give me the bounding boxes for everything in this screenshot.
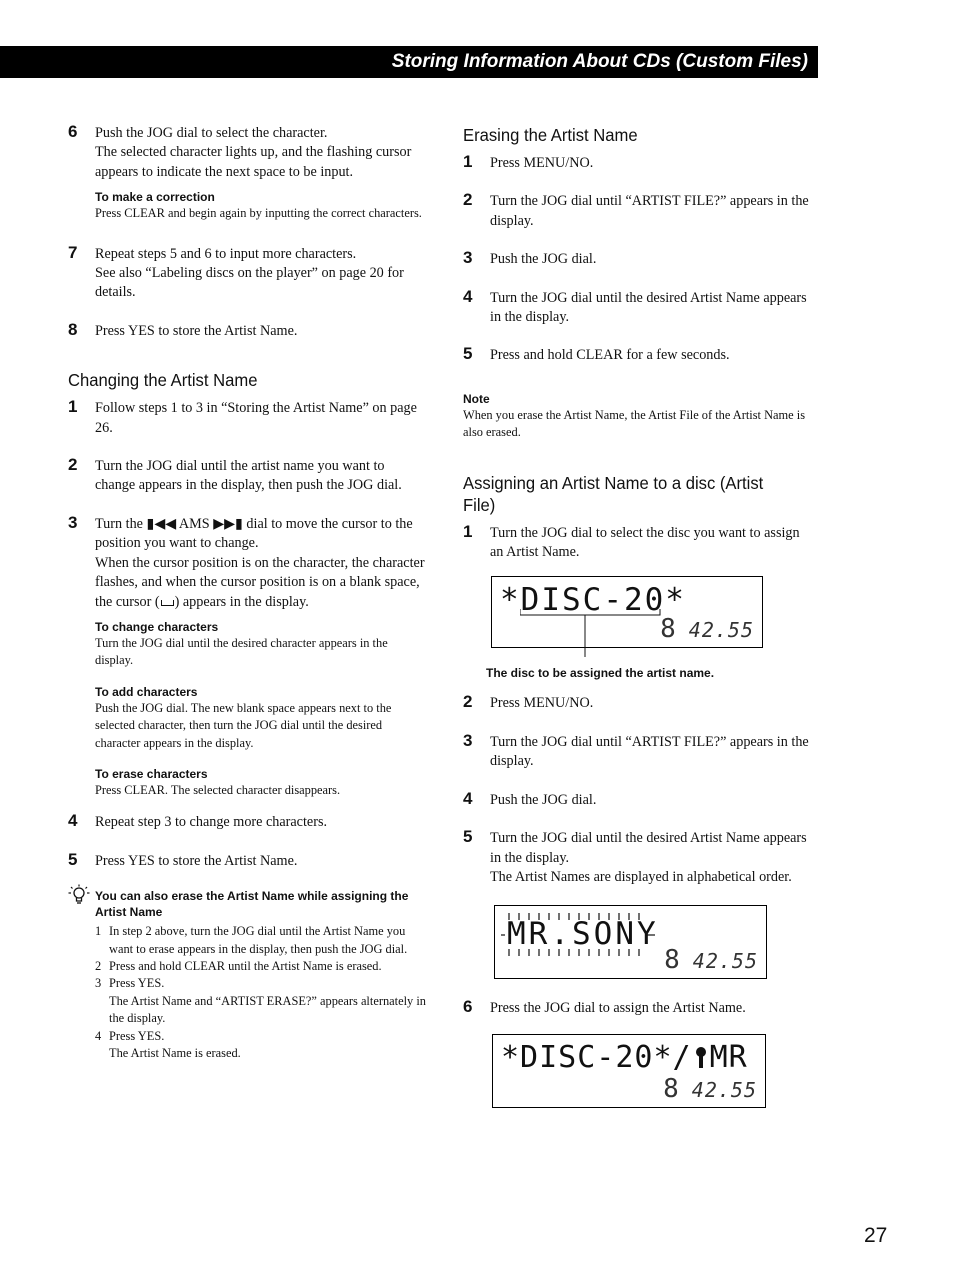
section-heading-changing: Changing the Artist Name — [68, 370, 258, 391]
lcd-display-2 — [494, 905, 767, 979]
section-heading-assigning: Assigning an Artist Name to a disc (Artist File) — [463, 472, 764, 515]
callout-bracket — [520, 609, 670, 659]
step-number: 7 — [68, 242, 78, 262]
erase-step-4 — [463, 286, 813, 328]
step-number: 4 — [68, 811, 78, 831]
section-header — [0, 46, 818, 78]
tip-item: 1 In step 2 above, turn the JOG dial until the Artist Name you want to erase appears in the display, then push the JOG dial. — [95, 924, 408, 956]
erase-step-1 — [463, 154, 813, 173]
step-number: 4 — [463, 788, 473, 808]
step-text: Turn the ▮◀◀ AMS ▶▶▮ dial to move the cursor to the position you want to change. — [95, 515, 413, 552]
lcd-info — [660, 614, 754, 644]
subtext: Turn the JOG dial until the desired character appears in the display. — [95, 635, 388, 668]
assign-step-1 — [463, 521, 813, 563]
tip-box — [68, 888, 428, 1062]
step-text: Turn the JOG dial until the desired Artist Name appears in the display. — [490, 830, 807, 866]
step-number: 3 — [463, 248, 473, 268]
note-body: When you erase the Artist Name, the Artist File of the Artist Name is also erased. — [463, 407, 806, 440]
step-number: 1 — [463, 152, 473, 171]
erase-step-5 — [463, 346, 813, 365]
section-title: Storing Information About CDs (Custom Files) — [391, 51, 808, 72]
correction-note — [68, 189, 428, 222]
step-number: 3 — [463, 730, 473, 750]
step-number: 1 — [463, 521, 473, 541]
erase-step-3 — [463, 250, 813, 269]
section-heading-erasing: Erasing the Artist Name — [463, 125, 638, 145]
tip-list — [95, 923, 428, 1062]
erase-characters-note — [68, 766, 428, 799]
step-text: Repeat step 3 to change more characters. — [95, 814, 328, 831]
step-text: Push the JOG dial. — [490, 791, 597, 808]
lcd-time: 42.55 — [688, 618, 754, 643]
assign-step-5 — [463, 829, 813, 887]
step-number: 2 — [463, 692, 473, 712]
step-text: Turn the JOG dial until “ARTIST FILE?” appears in the display. — [490, 193, 809, 229]
step-text: The selected character lights up, and the flashing cursor appears to indicate the next space to be input. — [95, 144, 412, 180]
step-text: Press MENU/NO. — [490, 155, 594, 171]
note-title: Note — [463, 391, 490, 406]
tip-title: You can also erase the Artist Name while assigning the Artist Name — [95, 889, 409, 920]
lcd-display-3 — [492, 1034, 766, 1108]
lcd-info — [664, 945, 758, 975]
prev-track-icon: ▮◀◀ — [146, 515, 177, 532]
step-number: 6 — [68, 122, 78, 141]
step-text: The Artist Names are displayed in alphabetical order. — [490, 868, 792, 885]
assign-step-2 — [463, 694, 813, 713]
lcd-time: 42.55 — [692, 949, 758, 974]
step-text: Push the JOG dial. — [490, 251, 597, 268]
next-track-icon: ▶▶▮ — [213, 515, 243, 532]
lcd-disc-number: 8 — [664, 945, 681, 976]
step-text: Press and hold CLEAR for a few seconds. — [490, 347, 730, 364]
assign-step-3 — [463, 730, 813, 772]
step-number: 6 — [463, 997, 473, 1017]
lcd-main-text: *DISC-20*/ MR — [501, 1039, 748, 1075]
add-characters-note — [68, 684, 428, 752]
step-text: When the cursor position is on the character, the character flashes, and when the cursor position is on a blank space, the cursor ( ) appears in the display. — [95, 554, 425, 610]
erase-step-2 — [463, 192, 813, 231]
step-text: Turn the JOG dial until the desired Artist Name appears in the display. — [490, 289, 807, 326]
change-step-5 — [68, 849, 428, 871]
step-number: 1 — [68, 397, 78, 417]
step-number: 5 — [68, 849, 78, 869]
left-column — [68, 124, 428, 1062]
step-number: 2 — [463, 190, 473, 210]
assign-step-4 — [463, 788, 813, 810]
step-number: 8 — [68, 319, 78, 339]
blank-cursor-icon — [161, 600, 174, 606]
step-number: 5 — [463, 344, 473, 364]
step-text: Press MENU/NO. — [490, 695, 594, 712]
note-box — [463, 391, 813, 442]
change-step-3 — [68, 512, 428, 612]
right-column — [463, 124, 813, 1108]
assign-step-6 — [463, 999, 813, 1018]
step-text: Push the JOG dial to select the character. — [95, 125, 328, 141]
lcd-display-1 — [491, 576, 763, 648]
change-step-1 — [68, 399, 428, 438]
lcd-info — [663, 1074, 757, 1104]
step-text: Follow steps 1 to 3 in “Storing the Artist Name” on page 26. — [95, 400, 417, 436]
step-text: See also “Labeling discs on the player” on page 20 for details. — [95, 265, 404, 301]
tip-item: 4 Press YES. The Artist Name is erased. — [95, 1028, 241, 1060]
step-text: Turn the JOG dial until “ARTIST FILE?” appears in the display. — [490, 733, 809, 770]
person-icon — [694, 1047, 708, 1069]
lcd-caption: The disc to be assigned the artist name. — [486, 666, 715, 681]
lcd-disc-number: 8 — [663, 1073, 680, 1104]
change-step-4 — [68, 813, 428, 832]
subtext: Press CLEAR. The selected character disappears. — [95, 782, 341, 797]
page-number: 27 — [864, 1224, 888, 1247]
lcd-main-text: MR.SONY — [507, 916, 659, 953]
step-text: Press the JOG dial to assign the Artist Name. — [490, 1000, 746, 1017]
change-step-2 — [68, 457, 428, 496]
step-number: 2 — [68, 455, 78, 475]
lightbulb-icon — [68, 884, 90, 908]
step-number: 5 — [463, 827, 473, 847]
lcd-main-text: *DISC-20* — [500, 582, 686, 619]
step-6 — [68, 124, 428, 182]
step-8 — [68, 319, 428, 341]
step-7 — [68, 242, 428, 303]
subheading: To add characters — [95, 684, 198, 699]
tip-item: 2 Press and hold CLEAR until the Artist Name is erased. — [95, 958, 382, 973]
subtext: Press CLEAR and begin again by inputting the correct characters. — [95, 206, 422, 221]
step-text: Turn the JOG dial to select the disc you want to assign an Artist Name. — [490, 524, 800, 561]
lcd-disc-number: 8 — [660, 614, 677, 645]
step-number: 3 — [68, 512, 78, 532]
subheading: To erase characters — [95, 766, 208, 781]
lcd-time: 42.55 — [691, 1077, 757, 1102]
step-text: Press YES to store the Artist Name. — [95, 852, 298, 869]
step-number: 4 — [463, 286, 473, 306]
subheading: To make a correction — [95, 190, 215, 205]
subheading: To change characters — [95, 619, 219, 634]
tip-item: 3 Press YES. The Artist Name and “ARTIST ERASE?” appears alternately in the display. — [95, 976, 426, 1026]
step-text: Press YES to store the Artist Name. — [95, 322, 298, 339]
subtext: Push the JOG dial. The new blank space appears next to the selected character, then turn the JOG dial until the desired character appears in the display. — [95, 700, 392, 750]
step-text: Turn the JOG dial until the artist name you want to change appears in the display, then push the JOG dial. — [95, 458, 402, 494]
change-characters-note — [68, 619, 428, 670]
step-text: Repeat steps 5 and 6 to input more characters. — [95, 245, 357, 262]
